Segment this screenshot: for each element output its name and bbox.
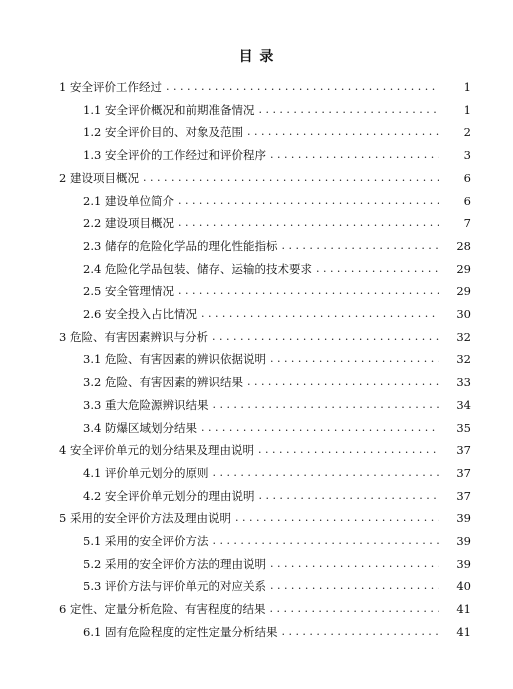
toc-entry-label: 3.3 重大危险源辨识结果	[83, 398, 209, 412]
toc-entry[interactable]	[0, 622, 513, 642]
toc-entry-label: 2 建设项目概况	[59, 171, 139, 185]
dot-leader	[247, 122, 439, 142]
dot-leader	[178, 191, 439, 211]
toc-entry[interactable]	[0, 281, 513, 301]
dot-leader	[247, 372, 439, 392]
toc-entry-page-number: 29	[456, 262, 471, 276]
dot-leader	[258, 440, 439, 460]
dot-leader	[281, 622, 439, 642]
toc-entry[interactable]	[0, 327, 513, 347]
toc-entry[interactable]	[0, 418, 513, 438]
toc-entry-label: 2.2 建设项目概况	[83, 216, 174, 230]
dot-leader	[178, 213, 439, 233]
toc-entry-label: 5.2 采用的安全评价方法的理由说明	[83, 557, 266, 571]
toc-entry-page-number: 6	[463, 194, 471, 208]
dot-leader	[212, 395, 439, 415]
toc-entry-page-number: 30	[456, 307, 471, 321]
toc-entry-label: 6 定性、定量分析危险、有害程度的结果	[59, 602, 266, 616]
toc-entry-label: 2.6 安全投入占比情况	[83, 307, 197, 321]
toc-entry-label: 2.3 储存的危险化学品的理化性能指标	[83, 239, 278, 253]
toc-entry-page-number: 1	[463, 80, 471, 94]
toc-entry-page-number: 6	[463, 171, 471, 185]
toc-entry-page-number: 2	[463, 125, 471, 139]
dot-leader	[270, 576, 439, 596]
toc-entry[interactable]	[0, 77, 513, 97]
toc-entry-page-number: 41	[456, 625, 471, 639]
dot-leader	[235, 508, 439, 528]
toc-entry[interactable]	[0, 145, 513, 165]
toc-entry-page-number: 32	[456, 352, 471, 366]
toc-entry-label: 6.1 固有危险程度的定性定量分析结果	[83, 625, 278, 639]
dot-leader	[166, 77, 439, 97]
dot-leader	[212, 327, 439, 347]
toc-entry-page-number: 39	[456, 511, 471, 525]
dot-leader	[212, 531, 439, 551]
toc-entry-label: 4 安全评价单元的划分结果及理由说明	[59, 443, 254, 457]
toc-entry-page-number: 39	[456, 534, 471, 548]
dot-leader	[281, 236, 439, 256]
toc-entry-label: 2.5 安全管理情况	[83, 284, 174, 298]
toc-entry-label: 1.3 安全评价的工作经过和评价程序	[83, 148, 266, 162]
toc-entry-page-number: 41	[456, 602, 471, 616]
toc-entry[interactable]	[0, 122, 513, 142]
toc-entry-page-number: 32	[456, 330, 471, 344]
toc-entry[interactable]	[0, 486, 513, 506]
toc-entry[interactable]	[0, 463, 513, 483]
dot-leader	[201, 304, 439, 324]
toc-entry[interactable]	[0, 304, 513, 324]
toc-entry-page-number: 34	[456, 398, 471, 412]
toc-entry-page-number: 33	[456, 375, 471, 389]
toc-entry[interactable]	[0, 440, 513, 460]
toc-entry-label: 5.3 评价方法与评价单元的对应关系	[83, 579, 266, 593]
toc-entry[interactable]	[0, 236, 513, 256]
toc-entry[interactable]	[0, 213, 513, 233]
toc-entry-label: 1 安全评价工作经过	[59, 80, 162, 94]
toc-entry[interactable]	[0, 599, 513, 619]
toc-entry-label: 3.2 危险、有害因素的辨识结果	[83, 375, 243, 389]
toc-entry-page-number: 40	[456, 579, 471, 593]
dot-leader	[201, 418, 439, 438]
toc-entry-page-number: 3	[463, 148, 471, 162]
toc-entry[interactable]	[0, 168, 513, 188]
toc-entry-label: 3 危险、有害因素辨识与分析	[59, 330, 208, 344]
toc-entry-label: 2.1 建设单位简介	[83, 194, 174, 208]
toc-entry[interactable]	[0, 191, 513, 211]
toc-entry-page-number: 29	[456, 284, 471, 298]
dot-leader	[316, 259, 439, 279]
toc-entry-label: 4.2 安全评价单元划分的理由说明	[83, 489, 255, 503]
toc-entry-label: 5.1 采用的安全评价方法	[83, 534, 209, 548]
toc-entry-page-number: 37	[456, 489, 471, 503]
toc-entry-page-number: 37	[456, 443, 471, 457]
toc-entry-label: 3.4 防爆区域划分结果	[83, 421, 197, 435]
dot-leader	[269, 599, 439, 619]
toc-entry-label: 4.1 评价单元划分的原则	[83, 466, 209, 480]
toc-entry[interactable]	[0, 395, 513, 415]
toc-entry[interactable]	[0, 349, 513, 369]
toc-entry-page-number: 39	[456, 557, 471, 571]
toc-entry[interactable]	[0, 100, 513, 120]
dot-leader	[258, 100, 439, 120]
toc-entry-label: 5 采用的安全评价方法及理由说明	[59, 511, 231, 525]
dot-leader	[270, 554, 439, 574]
toc-entry-page-number: 37	[456, 466, 471, 480]
toc-title: 目 录	[238, 49, 275, 65]
dot-leader	[178, 281, 439, 301]
toc-entry-label: 3.1 危险、有害因素的辨识依据说明	[83, 352, 266, 366]
toc-entry[interactable]	[0, 372, 513, 392]
toc-entry[interactable]	[0, 508, 513, 528]
toc-entry-page-number: 35	[456, 421, 471, 435]
dot-leader	[212, 463, 439, 483]
toc-entry-label: 1.2 安全评价目的、对象及范围	[83, 125, 243, 139]
dot-leader	[270, 349, 439, 369]
toc-entry[interactable]	[0, 554, 513, 574]
dot-leader	[143, 168, 439, 188]
toc-entry-page-number: 28	[456, 239, 471, 253]
toc-entry[interactable]	[0, 576, 513, 596]
toc-entry[interactable]	[0, 531, 513, 551]
toc-entry-label: 2.4 危险化学品包装、储存、运输的技术要求	[83, 262, 312, 276]
toc-entry-label: 1.1 安全评价概况和前期准备情况	[83, 103, 255, 117]
dot-leader	[270, 145, 439, 165]
toc-entry[interactable]	[0, 259, 513, 279]
dot-leader	[258, 486, 439, 506]
toc-entry-page-number: 1	[463, 103, 471, 117]
toc-entry-page-number: 7	[463, 216, 471, 230]
